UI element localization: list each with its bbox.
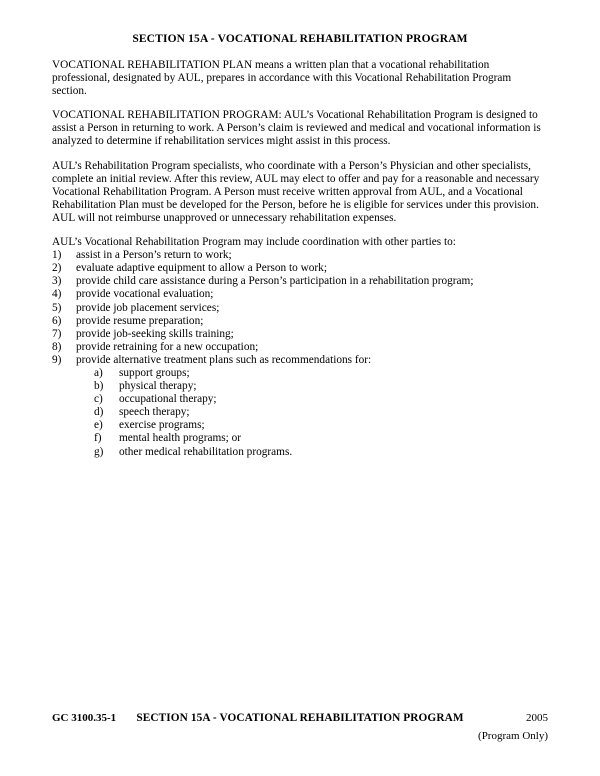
- paragraph-program: [52, 109, 548, 148]
- list-marker: 4): [52, 288, 62, 301]
- program-text: AUL’s Vocational Rehabilitation Program is designed to assist a Person in returning to work. A Person’s claim is reviewed and medical and vocational information is analyzed to determine if rehabilitation services might assist in this process.: [52, 109, 541, 148]
- sublist-item: [94, 432, 548, 445]
- list-item: [52, 354, 548, 459]
- sublist-marker: c): [94, 393, 103, 406]
- paragraph-review-process: AUL’s Rehabilitation Program specialists, who coordinate with a Person’s Physician and other specialists, complete an initial review. After this review, AUL may elect to offer and pay for a reasonable and necessary Vocational Rehabilitation Program. A Person must receive written approval from AUL, and a Vocational Rehabilitation Plan must be developed for the Person, before he is eligible for services under this provision. AUL will not reimburse unapproved or unnecessary rehabilitation expenses.: [52, 159, 540, 224]
- list-text: provide vocational evaluation;: [76, 288, 214, 301]
- list-item: [52, 262, 548, 275]
- sublist-text: support groups;: [119, 366, 190, 379]
- list-text: provide retraining for a new occupation;: [76, 340, 259, 353]
- sublist-item: [94, 406, 548, 419]
- list-text: provide child care assistance during a Person’s participation in a rehabilitation program;: [76, 275, 474, 288]
- sublist-text: speech therapy;: [119, 406, 190, 419]
- sublist-text: mental health programs; or: [119, 432, 242, 445]
- list-marker: 1): [52, 249, 62, 262]
- sublist-item: [94, 367, 548, 380]
- list-item: [52, 341, 548, 354]
- page-footer: [52, 712, 548, 740]
- document-body: [52, 32, 548, 459]
- list-marker: 5): [52, 301, 62, 314]
- list-text: provide alternative treatment plans such as recommendations for:: [76, 353, 372, 366]
- list-marker: 3): [52, 275, 62, 288]
- footer-note-row: [52, 726, 548, 740]
- sublist-marker: d): [94, 406, 104, 419]
- list-intro: AUL’s Vocational Rehabilitation Program may include coordination with other parties to:: [52, 236, 456, 249]
- sublist-text: other medical rehabilitation programs.: [119, 445, 293, 458]
- paragraph-definition: [52, 59, 548, 98]
- list-item: [52, 288, 548, 301]
- list-marker: 8): [52, 340, 62, 353]
- list-marker: 2): [52, 262, 62, 275]
- list-text: provide job placement services;: [76, 301, 220, 314]
- page-title: SECTION 15A - VOCATIONAL REHABILITATION PROGRAM: [132, 33, 468, 45]
- list-marker: 7): [52, 327, 62, 340]
- sublist-text: occupational therapy;: [119, 393, 217, 406]
- treatment-plan-sublist: [76, 367, 548, 459]
- definition-term: VOCATIONAL REHABILITATION PLAN: [52, 59, 253, 71]
- list-marker: 9): [52, 353, 62, 366]
- list-item: [52, 249, 548, 262]
- sublist-item: [94, 446, 548, 459]
- sublist-marker: b): [94, 380, 104, 393]
- footer-note: (Program Only): [478, 730, 548, 742]
- sublist-text: physical therapy;: [119, 380, 197, 393]
- list-text: provide job-seeking skills training;: [76, 327, 234, 340]
- footer-year: 2005: [526, 712, 548, 724]
- definition-text: means a written plan that a vocational rehabilitation professional, designated by AUL, prepares in accordance with this Vocational Rehabilitation Program section.: [52, 59, 512, 98]
- sublist-marker: f): [94, 432, 102, 445]
- list-item: [52, 315, 548, 328]
- footer-main-row: [52, 712, 548, 726]
- footer-form-code: GC 3100.35-1: [52, 712, 117, 724]
- program-term: VOCATIONAL REHABILITATION PROGRAM:: [52, 109, 282, 122]
- footer-title: SECTION 15A - VOCATIONAL REHABILITATION PROGRAM: [136, 712, 464, 724]
- list-text: assist in a Person’s return to work;: [76, 249, 232, 262]
- list-item: [52, 275, 548, 288]
- sublist-text: exercise programs;: [119, 419, 205, 432]
- sublist-item: [94, 380, 548, 393]
- sublist-item: [94, 419, 548, 432]
- list-text: evaluate adaptive equipment to allow a Person to work;: [76, 262, 327, 275]
- sublist-marker: g): [94, 445, 104, 458]
- list-item: [52, 328, 548, 341]
- list-item: [52, 302, 548, 315]
- coordination-list: [52, 249, 548, 459]
- list-marker: 6): [52, 314, 62, 327]
- sublist-item: [94, 393, 548, 406]
- sublist-marker: a): [94, 366, 103, 379]
- sublist-marker: e): [94, 419, 103, 432]
- list-text: provide resume preparation;: [76, 314, 204, 327]
